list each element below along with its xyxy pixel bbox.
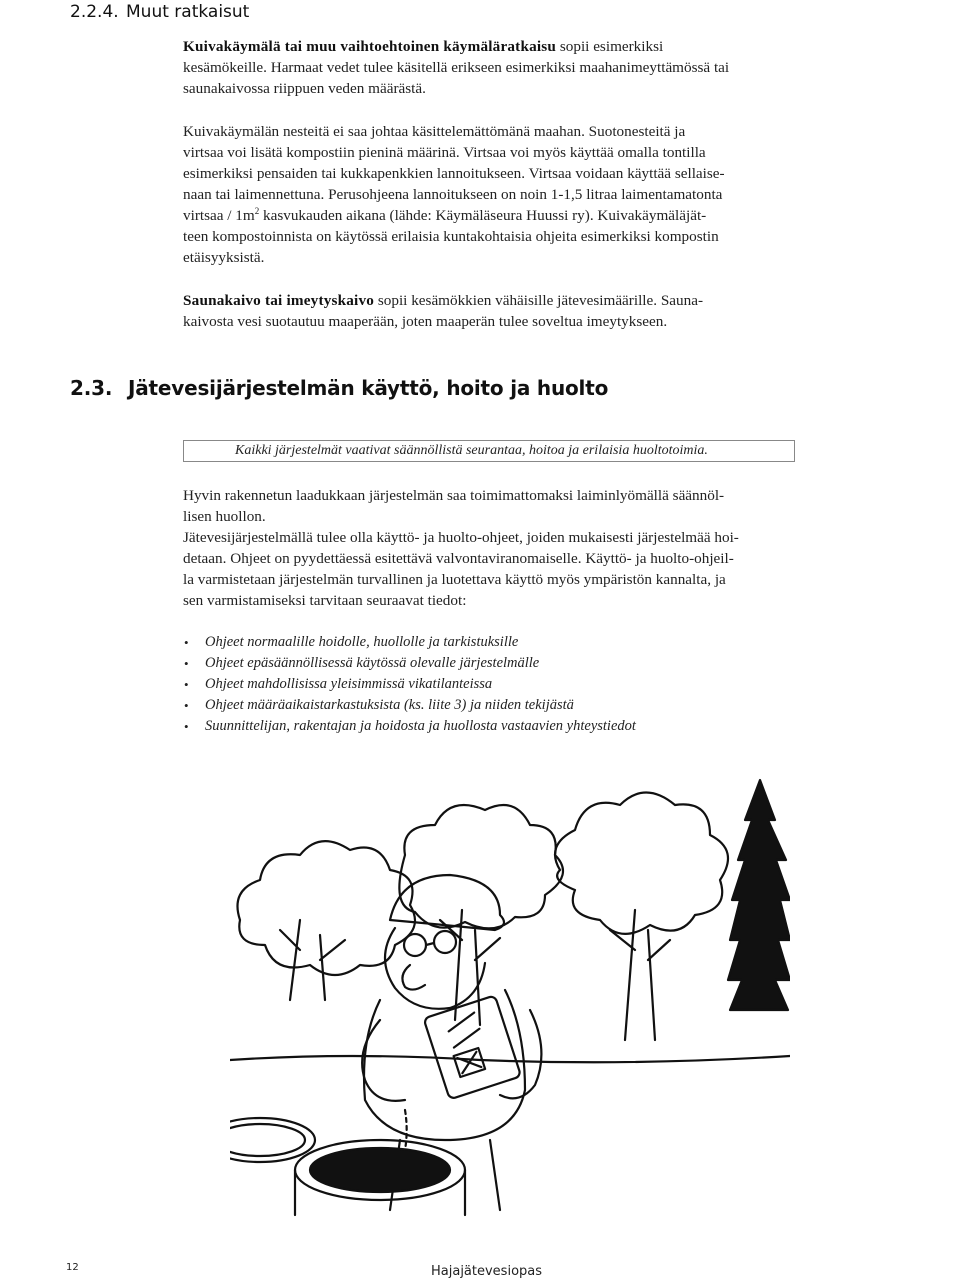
ground-line <box>230 1056 790 1062</box>
spruce-tree <box>728 780 790 1010</box>
section-heading-2-3 <box>70 376 608 400</box>
bold-term-dry-toilet: Kuivakäymälä tai muu vaihtoehtoinen käymäläratkaisu <box>183 38 557 55</box>
text-line: kaivosta vesi suotautuu maaperään, joten maaperän tulee soveltua imeytykseen. <box>183 313 668 330</box>
list-item-text: Ohjeet määräaikaistarkastuksista (ks. liite 3) ja niiden tekijästä <box>205 697 574 713</box>
text-fragment: virtsaa / 1m <box>183 207 255 224</box>
text-line: naan tai laimennettuna. Perusohjeena lannoitukseen on noin 1-1,5 litraa laimentamatonta <box>183 186 723 203</box>
list-item-text: Ohjeet mahdollisissa yleisimmissä vikatilanteissa <box>205 676 493 692</box>
list-item <box>183 695 783 716</box>
text-line: la varmistetaan järjestelmän turvallinen ja luotettava käyttö myös ympäristön kannalta, ja <box>183 571 726 588</box>
bullet-icon: • <box>184 719 189 734</box>
section-heading-2-2-4 <box>70 2 249 22</box>
section-number: 2.2.4. <box>70 2 119 22</box>
text-line: sopii kesämökkien vähäisille jätevesimäärille. Sauna- <box>374 292 704 309</box>
bullet-icon: • <box>184 698 189 713</box>
paragraph-urine-use <box>183 121 795 268</box>
text-line: saunakaivossa riippuen veden määrästä. <box>183 80 426 97</box>
text-line: virtsaa voi lisätä kompostiin pieninä määrinä. Virtsaa voi myös käyttää omalla tontilla <box>183 144 706 161</box>
septic-well <box>230 1118 465 1215</box>
bold-term-sauna-well: Saunakaivo tai imeytyskaivo <box>183 292 375 309</box>
bullet-icon: • <box>184 677 189 692</box>
text-line: esimerkiksi pensaiden tai kukkapenkkien lannoitukseen. Virtsaa voidaan käyttää sellaise- <box>183 165 725 182</box>
text-fragment: kasvukauden aikana (lähde: Käymäläseura Huussi ry). Kuivakäymäläjät- <box>259 207 707 224</box>
bullet-list <box>183 632 783 737</box>
paragraph-dry-toilet <box>183 36 795 99</box>
text-line: kesämökeille. Harmaat vedet tulee käsitellä erikseen esimerkiksi maahanimeyttämössä tai <box>183 59 730 76</box>
text-line: Hyvin rakennetun laadukkaan järjestelmän saa toimimattomaksi laiminlyömällä säännöl- <box>183 487 725 504</box>
text-line: detaan. Ohjeet on pyydettäessä esitettävä valvontaviranomaiselle. Käyttö- ja huolto-ohjeil- <box>183 550 734 567</box>
page-number: 12 <box>66 1262 79 1273</box>
bullet-icon: • <box>184 635 189 650</box>
deciduous-trees <box>238 793 729 1041</box>
bullet-icon: • <box>184 656 189 671</box>
list-item-text: Suunnittelijan, rakentajan ja hoidosta ja huollosta vastaavien yhteystiedot <box>205 718 636 734</box>
section-number: 2.3. <box>70 376 113 400</box>
text-line: sen varmistamiseksi tarvitaan seuraavat tiedot: <box>183 592 467 609</box>
maintenance-illustration <box>230 760 790 1220</box>
list-item <box>183 674 783 695</box>
section-title: Muut ratkaisut <box>126 2 250 22</box>
text-line <box>183 205 795 226</box>
text-line: teen kompostoinnista on käytössä erilaisia kuntakohtaisia ohjeita esimerkiksi kompostin <box>183 228 719 245</box>
text-line: etäisyyksistä. <box>183 249 265 266</box>
text-line: Kuivakäymälän nesteitä ei saa johtaa käsittelemättömänä maahan. Suotonesteitä ja <box>183 123 686 140</box>
superscript: 2 <box>254 205 260 216</box>
paragraph-sauna-well <box>183 290 795 332</box>
list-item <box>183 716 783 737</box>
list-item <box>183 632 783 653</box>
list-item-text: Ohjeet epäsäännöllisessä käytössä olevalle järjestelmälle <box>205 655 540 671</box>
text-line: sopii esimerkiksi <box>556 38 664 55</box>
text-line: lisen huollon. <box>183 508 266 525</box>
list-item <box>183 653 783 674</box>
callout-box: Kaikki järjestelmät vaativat säännöllistä seurantaa, hoitoa ja erilaisia huoltotoimia. <box>183 440 795 462</box>
list-item-text: Ohjeet normaalille hoidolle, huollolle ja tarkistuksille <box>205 634 519 650</box>
paragraph-maintenance <box>183 485 795 611</box>
section-title: Jätevesijärjestelmän käyttö, hoito ja huolto <box>128 376 609 400</box>
text-line: Jätevesijärjestelmällä tulee olla käyttö- ja huolto-ohjeet, joiden mukaisesti järjestelmää hoi- <box>183 529 739 546</box>
footer-title: Hajajätevesiopas <box>431 1264 543 1279</box>
